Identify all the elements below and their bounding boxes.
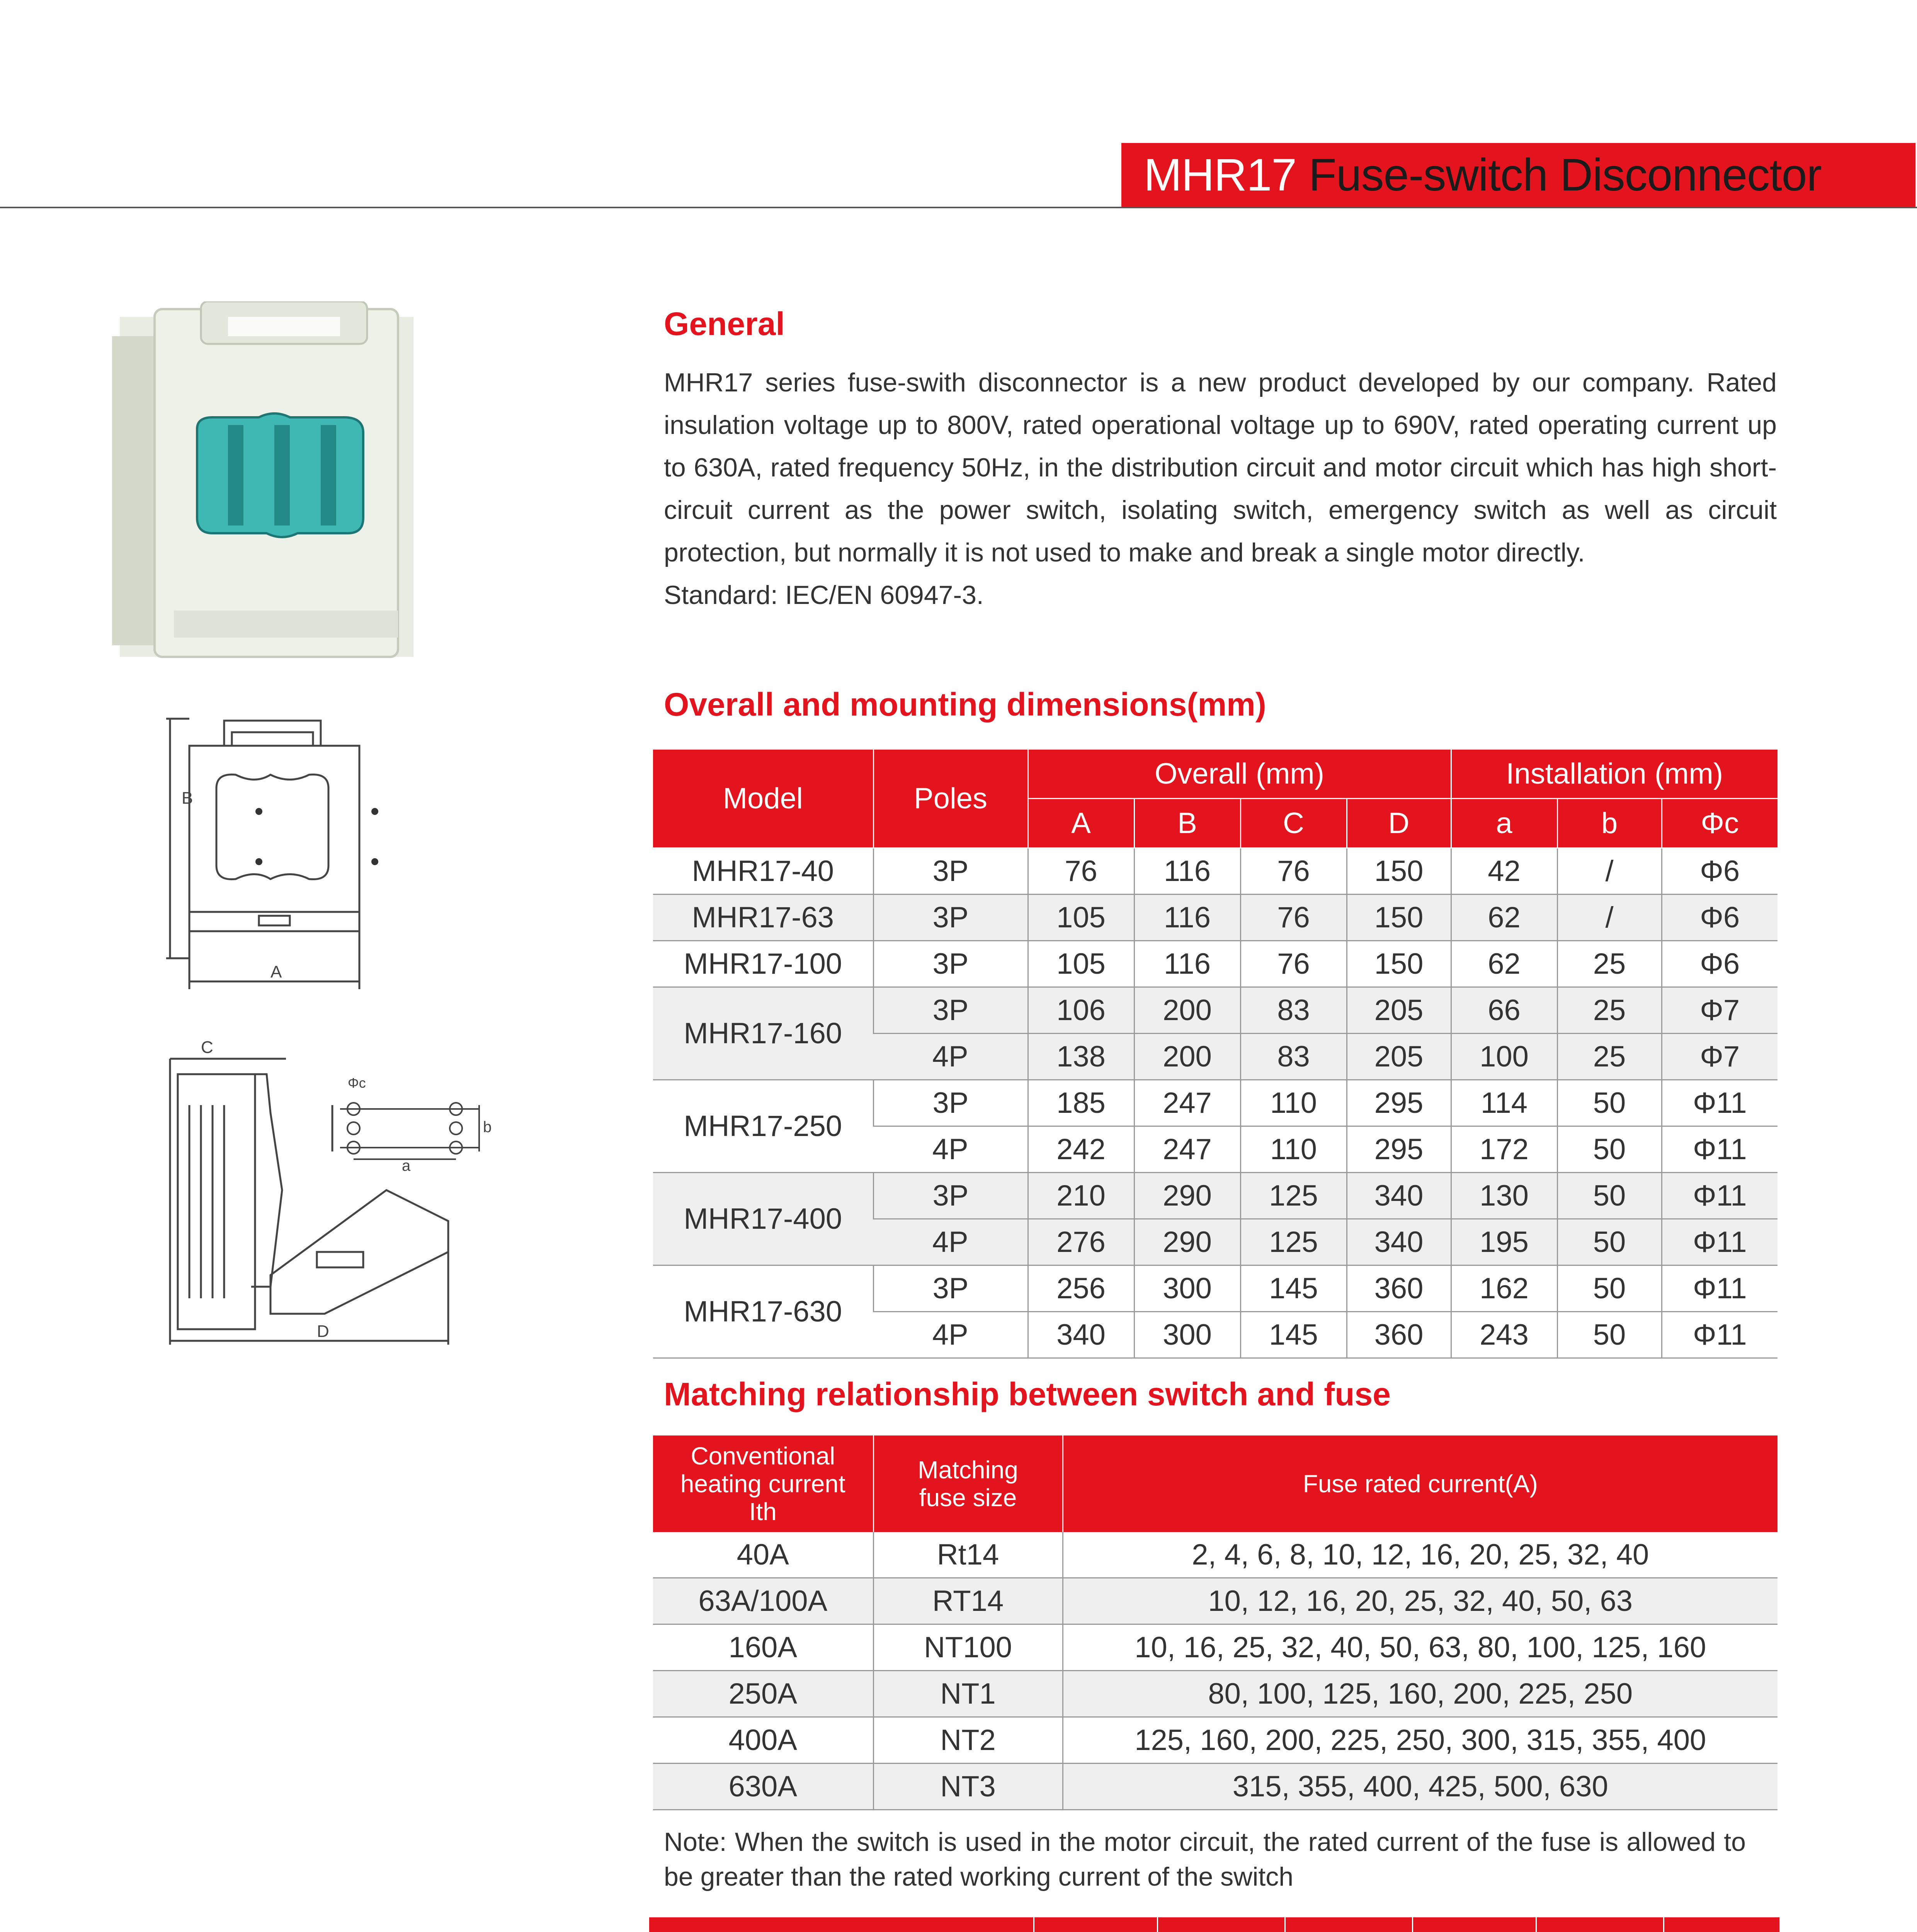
dim-cell: 172 <box>1451 1126 1557 1173</box>
sub-header-1: B <box>1134 799 1240 848</box>
technical-col-header <box>1285 1917 1412 1932</box>
table-row <box>653 848 1778 895</box>
dim-label-b: b <box>483 1119 492 1136</box>
dim-cell: 3P <box>873 987 1028 1034</box>
dim-cell: 110 <box>1240 1080 1347 1126</box>
dim-cell: 50 <box>1557 1265 1662 1312</box>
dim-cell: 62 <box>1451 895 1557 941</box>
matching-heading: Matching relationship between switch and fuse <box>664 1376 1391 1412</box>
match-cell: 160A <box>653 1624 873 1671</box>
dim-cell: 62 <box>1451 941 1557 987</box>
sub-header-4: a <box>1451 799 1557 848</box>
dim-cell: 150 <box>1347 895 1451 941</box>
match-cell: 10, 12, 16, 20, 25, 32, 40, 50, 63 <box>1063 1578 1778 1624</box>
model-cell: MHR17-100 <box>653 941 873 987</box>
dim-cell: 340 <box>1028 1312 1134 1358</box>
table-row <box>653 941 1778 987</box>
dim-cell: 145 <box>1240 1265 1347 1312</box>
dim-cell: 256 <box>1028 1265 1134 1312</box>
model-cell: MHR17-40 <box>653 848 873 895</box>
dim-cell: 116 <box>1134 941 1240 987</box>
dim-cell: 150 <box>1347 941 1451 987</box>
table-row <box>653 1671 1778 1717</box>
model-cell: MHR17-160 <box>653 987 873 1080</box>
dim-cell: 195 <box>1451 1219 1557 1265</box>
dim-label-phic: Φc <box>348 1075 366 1091</box>
dim-cell: Φ11 <box>1662 1173 1778 1219</box>
dim-cell: 50 <box>1557 1126 1662 1173</box>
col-header-fuse-rated-current: Fuse rated current(A) <box>1063 1435 1778 1532</box>
table-row <box>653 1717 1778 1764</box>
technical-heading <box>649 1917 1034 1932</box>
dim-cell: Φ7 <box>1662 1034 1778 1080</box>
dim-cell: Φ11 <box>1662 1312 1778 1358</box>
dim-cell: 185 <box>1028 1080 1134 1126</box>
dim-cell: 3P <box>873 1265 1028 1312</box>
dim-cell: 76 <box>1240 848 1347 895</box>
dimensions-body <box>653 848 1778 1358</box>
dim-cell: 105 <box>1028 895 1134 941</box>
dim-label-a: a <box>402 1157 411 1174</box>
dim-cell: 114 <box>1451 1080 1557 1126</box>
dimensions-heading: Overall and mounting dimensions(mm) <box>664 686 1266 723</box>
dim-cell: Φ6 <box>1662 848 1778 895</box>
col-group-installation: Installation (mm) <box>1451 750 1778 799</box>
col-header-conventional-current: Conventional heating current Ith <box>653 1435 873 1532</box>
product-photo <box>112 301 429 672</box>
match-cell: NT3 <box>873 1764 1063 1810</box>
dim-cell: 105 <box>1028 941 1134 987</box>
page-title <box>1144 146 1822 204</box>
dim-cell: 125 <box>1240 1219 1347 1265</box>
dim-cell: 162 <box>1451 1265 1557 1312</box>
technical-col-header <box>1536 1917 1664 1932</box>
dim-cell: 110 <box>1240 1126 1347 1173</box>
match-cell: 2, 4, 6, 8, 10, 12, 16, 20, 25, 32, 40 <box>1063 1532 1778 1578</box>
sub-header-0: A <box>1028 799 1134 848</box>
match-cell: 40A <box>653 1532 873 1578</box>
match-cell: 400A <box>653 1717 873 1764</box>
sub-header-2: C <box>1240 799 1347 848</box>
dim-cell: 125 <box>1240 1173 1347 1219</box>
general-standard: Standard: IEC/EN 60947-3. <box>664 580 984 610</box>
dim-cell: 290 <box>1134 1219 1240 1265</box>
dim-cell: Φ11 <box>1662 1126 1778 1173</box>
dim-cell: 150 <box>1347 848 1451 895</box>
match-cell: 315, 355, 400, 425, 500, 630 <box>1063 1764 1778 1810</box>
dim-cell: 106 <box>1028 987 1134 1034</box>
dim-cell: 50 <box>1557 1080 1662 1126</box>
match-cell: 80, 100, 125, 160, 200, 225, 250 <box>1063 1671 1778 1717</box>
match-cell: 63A/100A <box>653 1578 873 1624</box>
dim-cell: 3P <box>873 848 1028 895</box>
col-group-overall: Overall (mm) <box>1028 750 1451 799</box>
dim-cell: 3P <box>873 1080 1028 1126</box>
dim-cell: 247 <box>1134 1080 1240 1126</box>
match-cell: 125, 160, 200, 225, 250, 300, 315, 355, 400 <box>1063 1717 1778 1764</box>
dim-cell: 4P <box>873 1126 1028 1173</box>
technical-col-header <box>1664 1917 1779 1932</box>
header-product-name: Fuse-switch Disconnector <box>1308 150 1822 201</box>
dim-cell: 205 <box>1347 987 1451 1034</box>
dim-cell: 210 <box>1028 1173 1134 1219</box>
model-cell: MHR17-63 <box>653 895 873 941</box>
dim-cell: 300 <box>1134 1265 1240 1312</box>
dim-cell: 4P <box>873 1219 1028 1265</box>
dim-cell: 242 <box>1028 1126 1134 1173</box>
header-model: MHR17 <box>1144 150 1296 201</box>
dim-cell: 116 <box>1134 848 1240 895</box>
match-cell: NT2 <box>873 1717 1063 1764</box>
dim-cell: Φ11 <box>1662 1265 1778 1312</box>
sub-header-6: Φc <box>1662 799 1778 848</box>
table-row <box>653 1532 1778 1578</box>
technical-header-row <box>649 1917 1779 1932</box>
dim-cell: 340 <box>1347 1173 1451 1219</box>
table-row <box>653 1080 1778 1126</box>
dim-cell: 76 <box>1028 848 1134 895</box>
matching-note: Note: When the switch is used in the motor circuit, the rated current of the fuse is allowed to be greater than the rated working current of the switch <box>664 1827 1746 1891</box>
table-row <box>653 895 1778 941</box>
col-header-model: Model <box>653 750 873 848</box>
dim-cell: 76 <box>1240 941 1347 987</box>
dim-cell: 76 <box>1240 895 1347 941</box>
sub-header-5: b <box>1557 799 1662 848</box>
match-cell: Rt14 <box>873 1532 1063 1578</box>
dim-cell: 83 <box>1240 987 1347 1034</box>
dim-cell: Φ7 <box>1662 987 1778 1034</box>
table-row <box>653 1624 1778 1671</box>
dim-cell: / <box>1557 848 1662 895</box>
dim-label-B: B <box>182 789 193 808</box>
dim-label-A: A <box>270 963 282 981</box>
dim-cell: 25 <box>1557 941 1662 987</box>
dim-cell: 4P <box>873 1312 1028 1358</box>
dim-cell: 50 <box>1557 1173 1662 1219</box>
table-row <box>653 987 1778 1034</box>
dim-cell: Φ6 <box>1662 895 1778 941</box>
model-cell: MHR17-400 <box>653 1173 873 1265</box>
dim-cell: 200 <box>1134 987 1240 1034</box>
model-cell: MHR17-630 <box>653 1265 873 1358</box>
table-row <box>653 1578 1778 1624</box>
general-paragraph: MHR17 series fuse-swith disconnector is a new product developed by our company. Rated insulation voltage up to 800V, rated operational voltage up to 690V, rated operating current up to 630A, rated frequency 50Hz, in the distribution circuit and motor circuit which has high short-circuit current as the power switch, isolating switch, emergency switch as well as circuit protection, but normally it is not used to make and break a single motor directly. <box>664 368 1777 567</box>
dim-cell: 360 <box>1347 1312 1451 1358</box>
model-cell: MHR17-250 <box>653 1080 873 1173</box>
dim-cell: 116 <box>1134 895 1240 941</box>
dim-cell: 247 <box>1134 1126 1240 1173</box>
technical-col-header <box>1034 1917 1157 1932</box>
dim-cell: 145 <box>1240 1312 1347 1358</box>
dim-cell: 200 <box>1134 1034 1240 1080</box>
table-row <box>653 1173 1778 1219</box>
dim-cell: Φ11 <box>1662 1080 1778 1126</box>
dim-cell: 100 <box>1451 1034 1557 1080</box>
general-heading: General <box>664 306 785 342</box>
match-cell: NT100 <box>873 1624 1063 1671</box>
dim-cell: 138 <box>1028 1034 1134 1080</box>
matching-table <box>653 1435 1778 1810</box>
col-header-poles: Poles <box>873 750 1028 848</box>
dim-label-C: C <box>201 1038 213 1057</box>
dim-cell: 290 <box>1134 1173 1240 1219</box>
dim-cell: 295 <box>1347 1126 1451 1173</box>
dim-cell: 42 <box>1451 848 1557 895</box>
front-view-drawing <box>155 696 394 997</box>
match-cell: 250A <box>653 1671 873 1717</box>
sub-header-3: D <box>1347 799 1451 848</box>
dim-cell: 3P <box>873 1173 1028 1219</box>
dim-cell: 205 <box>1347 1034 1451 1080</box>
dim-cell: 295 <box>1347 1080 1451 1126</box>
dim-cell: 4P <box>873 1034 1028 1080</box>
dim-cell: 243 <box>1451 1312 1557 1358</box>
dim-cell: 25 <box>1557 1034 1662 1080</box>
table-row <box>653 1764 1778 1810</box>
dim-cell: 300 <box>1134 1312 1240 1358</box>
dim-cell: 3P <box>873 895 1028 941</box>
dim-cell: 276 <box>1028 1219 1134 1265</box>
technical-col-header <box>1157 1917 1285 1932</box>
header-rule <box>0 207 1917 208</box>
dim-cell: 83 <box>1240 1034 1347 1080</box>
dim-cell: / <box>1557 895 1662 941</box>
side-view-drawing <box>155 1036 502 1356</box>
dim-cell: Φ11 <box>1662 1219 1778 1265</box>
dim-cell: 340 <box>1347 1219 1451 1265</box>
match-cell: NT1 <box>873 1671 1063 1717</box>
dim-cell: 50 <box>1557 1219 1662 1265</box>
match-cell: RT14 <box>873 1578 1063 1624</box>
matching-body <box>653 1532 1778 1810</box>
technical-table <box>649 1917 1779 1932</box>
dim-cell: 50 <box>1557 1312 1662 1358</box>
match-cell: 10, 16, 25, 32, 40, 50, 63, 80, 100, 125, 160 <box>1063 1624 1778 1671</box>
dimensions-table <box>653 750 1778 1359</box>
table-row <box>653 1265 1778 1312</box>
dim-label-D: D <box>317 1322 329 1341</box>
col-header-fuse-size: Matching fuse size <box>873 1435 1063 1532</box>
match-cell: 630A <box>653 1764 873 1810</box>
dim-cell: 3P <box>873 941 1028 987</box>
technical-col-header <box>1412 1917 1536 1932</box>
dim-cell: 25 <box>1557 987 1662 1034</box>
general-description <box>664 361 1777 616</box>
dim-cell: 360 <box>1347 1265 1451 1312</box>
dim-cell: Φ6 <box>1662 941 1778 987</box>
dim-cell: 66 <box>1451 987 1557 1034</box>
dim-cell: 130 <box>1451 1173 1557 1219</box>
